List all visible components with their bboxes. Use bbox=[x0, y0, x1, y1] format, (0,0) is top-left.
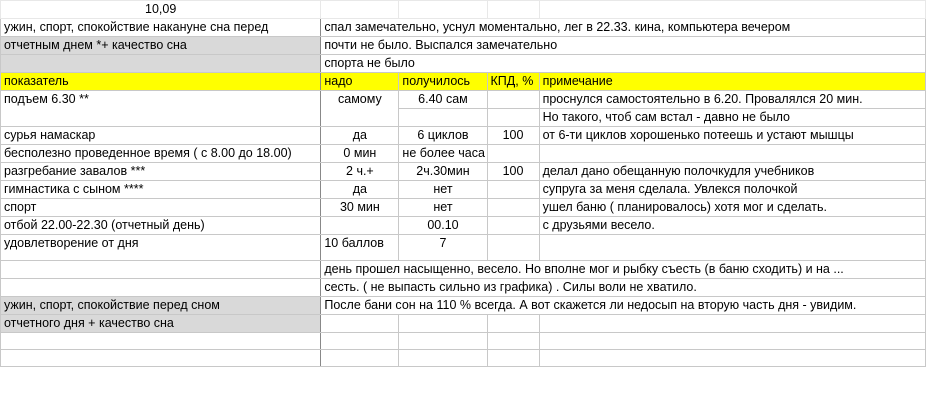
table-row bbox=[1, 181, 926, 199]
blank-cell bbox=[399, 315, 487, 333]
header-note: примечание bbox=[539, 73, 925, 91]
row-kpd bbox=[487, 145, 539, 163]
top-left-line1: ужин, спорт, спокойствие накануне сна перед bbox=[1, 19, 321, 37]
header-kpd: КПД, % bbox=[487, 73, 539, 91]
blank-cell bbox=[321, 315, 399, 333]
bottom-block-row-1 bbox=[1, 297, 926, 315]
row-kpd: 100 bbox=[487, 163, 539, 181]
row-kpd bbox=[487, 199, 539, 217]
blank-cell bbox=[487, 350, 539, 367]
row-need: самому bbox=[321, 91, 399, 127]
summary-left-empty bbox=[1, 279, 321, 297]
row-done-cont bbox=[399, 109, 487, 127]
top-block-row-3 bbox=[1, 55, 926, 73]
row-done: не более часа bbox=[399, 145, 487, 163]
row-name: бесполезно проведенное время ( с 8.00 до 18.00) bbox=[1, 145, 321, 163]
summary-row-2 bbox=[1, 279, 926, 297]
row-kpd bbox=[487, 181, 539, 199]
header-done: получилось bbox=[399, 73, 487, 91]
top-left-line2: отчетным днем *+ качество сна bbox=[1, 37, 321, 55]
blank-cell bbox=[321, 333, 399, 350]
header-need: надо bbox=[321, 73, 399, 91]
summary-line1: день прошел насыщенно, весело. Но вполне мог и рыбку съесть (в баню сходить) и на ... bbox=[321, 261, 926, 279]
date-row bbox=[1, 1, 926, 19]
row-name: спорт bbox=[1, 199, 321, 217]
table-row bbox=[1, 235, 926, 261]
blank-cell bbox=[487, 333, 539, 350]
row-note: ушел баню ( планировалось) хотя мог и сделать. bbox=[539, 199, 925, 217]
row-done: 6.40 сам bbox=[399, 91, 487, 109]
summary-left-empty bbox=[1, 261, 321, 279]
row-need: 10 баллов bbox=[321, 235, 399, 261]
row-note: от 6-ти циклов хорошенько потеешь и устают мышцы bbox=[539, 127, 925, 145]
row-need: да bbox=[321, 127, 399, 145]
top-right-line1: спал замечательно, уснул моментально, лег в 22.33. кина, компьютера вечером bbox=[321, 19, 926, 37]
table-row bbox=[1, 217, 926, 235]
row-name: отбой 22.00-22.30 (отчетный день) bbox=[1, 217, 321, 235]
top-block-row-2 bbox=[1, 37, 926, 55]
row-note: супруга за меня сделала. Увлекся полочкой bbox=[539, 181, 925, 199]
blank-cell bbox=[539, 333, 925, 350]
row-name: гимнастика с сыном **** bbox=[1, 181, 321, 199]
row-done: нет bbox=[399, 199, 487, 217]
blank-row bbox=[1, 333, 926, 350]
row-name: подъем 6.30 ** bbox=[1, 91, 321, 127]
row-need: да bbox=[321, 181, 399, 199]
table-row bbox=[1, 145, 926, 163]
bottom-right-line1: После бани сон на 110 % всегда. А вот скажется ли недосып на вторую часть дня - увидим. bbox=[321, 297, 926, 315]
blank-cell bbox=[399, 350, 487, 367]
row-kpd-cont bbox=[487, 109, 539, 127]
row-note: с друзьями весело. bbox=[539, 217, 925, 235]
row-kpd bbox=[487, 235, 539, 261]
row-need: 0 мин bbox=[321, 145, 399, 163]
bottom-left-line1: ужин, спорт, спокойствие перед сном bbox=[1, 297, 321, 315]
blank-cell bbox=[1, 333, 321, 350]
top-right-line2: почти не было. Выспался замечательно bbox=[321, 37, 926, 55]
row-kpd bbox=[487, 91, 539, 109]
top-left-line3-empty bbox=[1, 55, 321, 73]
table-row bbox=[1, 91, 926, 109]
row-kpd: 100 bbox=[487, 127, 539, 145]
summary-row-1 bbox=[1, 261, 926, 279]
row-need: 2 ч.+ bbox=[321, 163, 399, 181]
blank-cell bbox=[321, 1, 399, 19]
row-done: 2ч.30мин bbox=[399, 163, 487, 181]
blank-cell bbox=[539, 350, 925, 367]
table-row bbox=[1, 163, 926, 181]
row-done: 6 циклов bbox=[399, 127, 487, 145]
row-need: 30 мин bbox=[321, 199, 399, 217]
table-row bbox=[1, 127, 926, 145]
table-row bbox=[1, 199, 926, 217]
date-cell: 10,09 bbox=[1, 1, 321, 19]
blank-cell bbox=[399, 333, 487, 350]
bottom-block-row-2 bbox=[1, 315, 926, 333]
row-name: разгребание завалов *** bbox=[1, 163, 321, 181]
row-note-2: Но такого, чтоб сам встал - давно не было bbox=[539, 109, 925, 127]
blank-cell bbox=[487, 1, 539, 19]
row-note: делал дано обещанную полочкудля учебников bbox=[539, 163, 925, 181]
blank-row bbox=[1, 350, 926, 367]
row-note: проснулся самостоятельно в 6.20. Провалялся 20 мин. bbox=[539, 91, 925, 109]
summary-line2: сесть. ( не выпасть сильно из графика) . Силы воли не хватило. bbox=[321, 279, 926, 297]
blank-cell bbox=[399, 1, 487, 19]
blank-cell bbox=[539, 315, 925, 333]
blank-cell bbox=[321, 350, 399, 367]
header-indicator: показатель bbox=[1, 73, 321, 91]
row-done: 00.10 bbox=[399, 217, 487, 235]
row-done: нет bbox=[399, 181, 487, 199]
row-need bbox=[321, 217, 399, 235]
row-note bbox=[539, 145, 925, 163]
blank-cell bbox=[487, 315, 539, 333]
row-done: 7 bbox=[399, 235, 487, 261]
row-name: удовлетворение от дня bbox=[1, 235, 321, 261]
row-note bbox=[539, 235, 925, 261]
row-kpd bbox=[487, 217, 539, 235]
bottom-left-line2: отчетного дня + качество сна bbox=[1, 315, 321, 333]
row-name: сурья намаскар bbox=[1, 127, 321, 145]
top-block-row-1 bbox=[1, 19, 926, 37]
top-right-line3: спорта не было bbox=[321, 55, 926, 73]
blank-cell bbox=[539, 1, 925, 19]
table-header-row bbox=[1, 73, 926, 91]
blank-cell bbox=[1, 350, 321, 367]
